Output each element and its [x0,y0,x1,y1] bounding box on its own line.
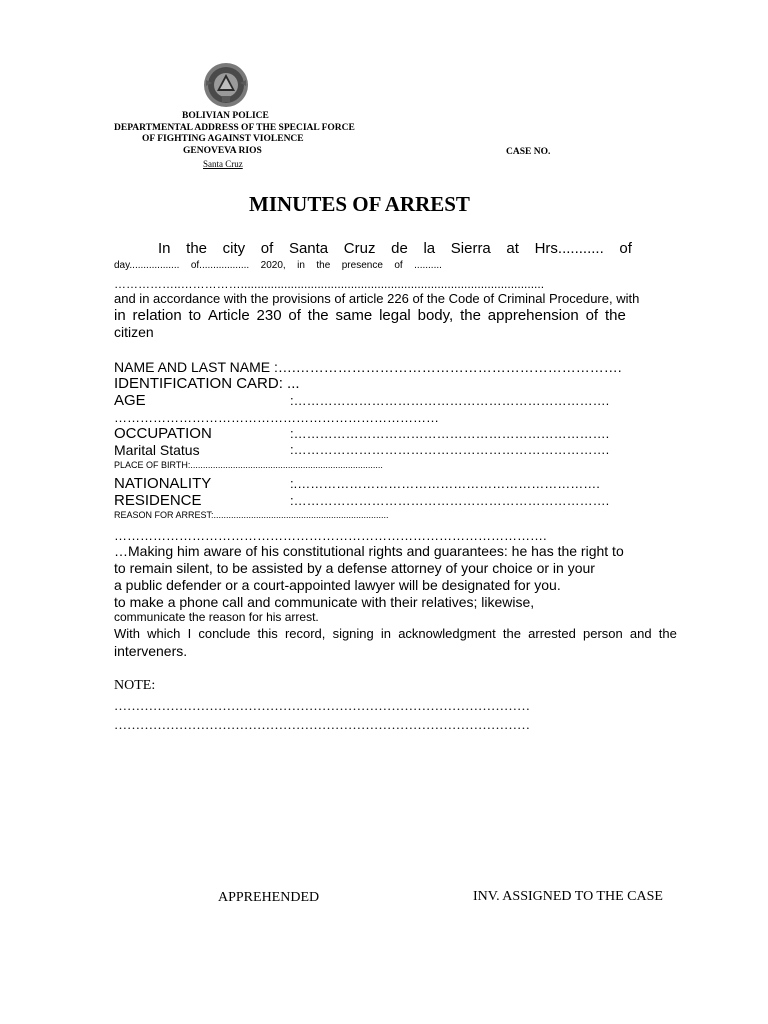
intro-line-3: ……………..……………........................................................................................... [114,277,545,291]
field-nationality-value: :.……………………………………………………………. [290,476,600,491]
rights-dotted-line: ………………………………………………………………………………………. [114,528,547,543]
rights-line-3: a public defender or a court-appointed lawyer will be designated for you. [114,577,561,593]
field-name: NAME AND LAST NAME :….……………………………………………………………. [114,359,622,375]
field-residence-value: :………………………………………………………………. [290,493,610,508]
org-department: DEPARTMENTAL ADDRESS OF THE SPECIAL FORCE [114,123,355,133]
rights-line-5: communicate the reason for his arrest. [114,610,319,624]
org-division: OF FIGHTING AGAINST VIOLENCE [142,134,304,144]
rights-line-4: to make a phone call and communicate with their relatives; likewise, [114,594,535,610]
field-age-continued: ………………………………………………………………… [114,410,439,425]
field-marital-value: :………………………………………………………………. [290,442,610,457]
field-id-card: IDENTIFICATION CARD: ... [114,375,300,392]
field-occupation-label: OCCUPATION [114,425,212,442]
rights-line-2: to remain silent, to be assisted by a defense attorney of your choice or in your [114,560,595,576]
org-name: BOLIVIAN POLICE [182,111,269,121]
field-reason-for-arrest: REASON FOR ARREST:...................................................................... [114,510,389,520]
rights-line-7: interveners. [114,643,188,659]
note-label: NOTE: [114,678,156,693]
case-number-label: CASE NO. [506,147,551,157]
signature-apprehended: APPREHENDED [218,890,320,905]
field-occupation-value: :………………………………………………………………. [290,426,610,441]
intro-line-4: and in accordance with the provisions of article 226 of the Code of Criminal Procedure, with [114,291,640,306]
note-line-2: …………………………………………………………………………………… [114,717,530,732]
police-seal-emblem [202,60,250,110]
note-line-1: …………………………………………………………………………………… [114,698,530,713]
field-nationality-label: NATIONALITY [114,475,212,492]
field-residence-label: RESIDENCE [114,492,202,509]
field-place-of-birth: PLACE OF BIRTH:............................................................................. [114,460,383,470]
field-age-label: AGE [114,392,146,409]
intro-line-2: day.................. of.................. 2020, in the presence of .......... [114,260,442,271]
field-age-value: :………………………………………………………………. [290,393,610,408]
document-title: MINUTES OF ARREST [249,192,470,216]
intro-line-6: citizen [114,324,154,340]
rights-line-1: …Making him aware of his constitutional rights and guarantees: he has the right to [114,543,624,559]
rights-line-6: With which I conclude this record, signing in acknowledgment the arrested person and the [114,626,677,641]
field-marital-label: Marital Status [114,442,200,458]
org-city: Santa Cruz [203,159,243,169]
intro-line-1: In the city of Santa Cruz de la Sierra at Hrs........... of [158,240,632,257]
signature-investigator: INV. ASSIGNED TO THE CASE [473,889,663,904]
intro-line-5: in relation to Article 230 of the same legal body, the apprehension of the [114,307,626,324]
org-unit: GENOVEVA RIOS [183,146,262,156]
